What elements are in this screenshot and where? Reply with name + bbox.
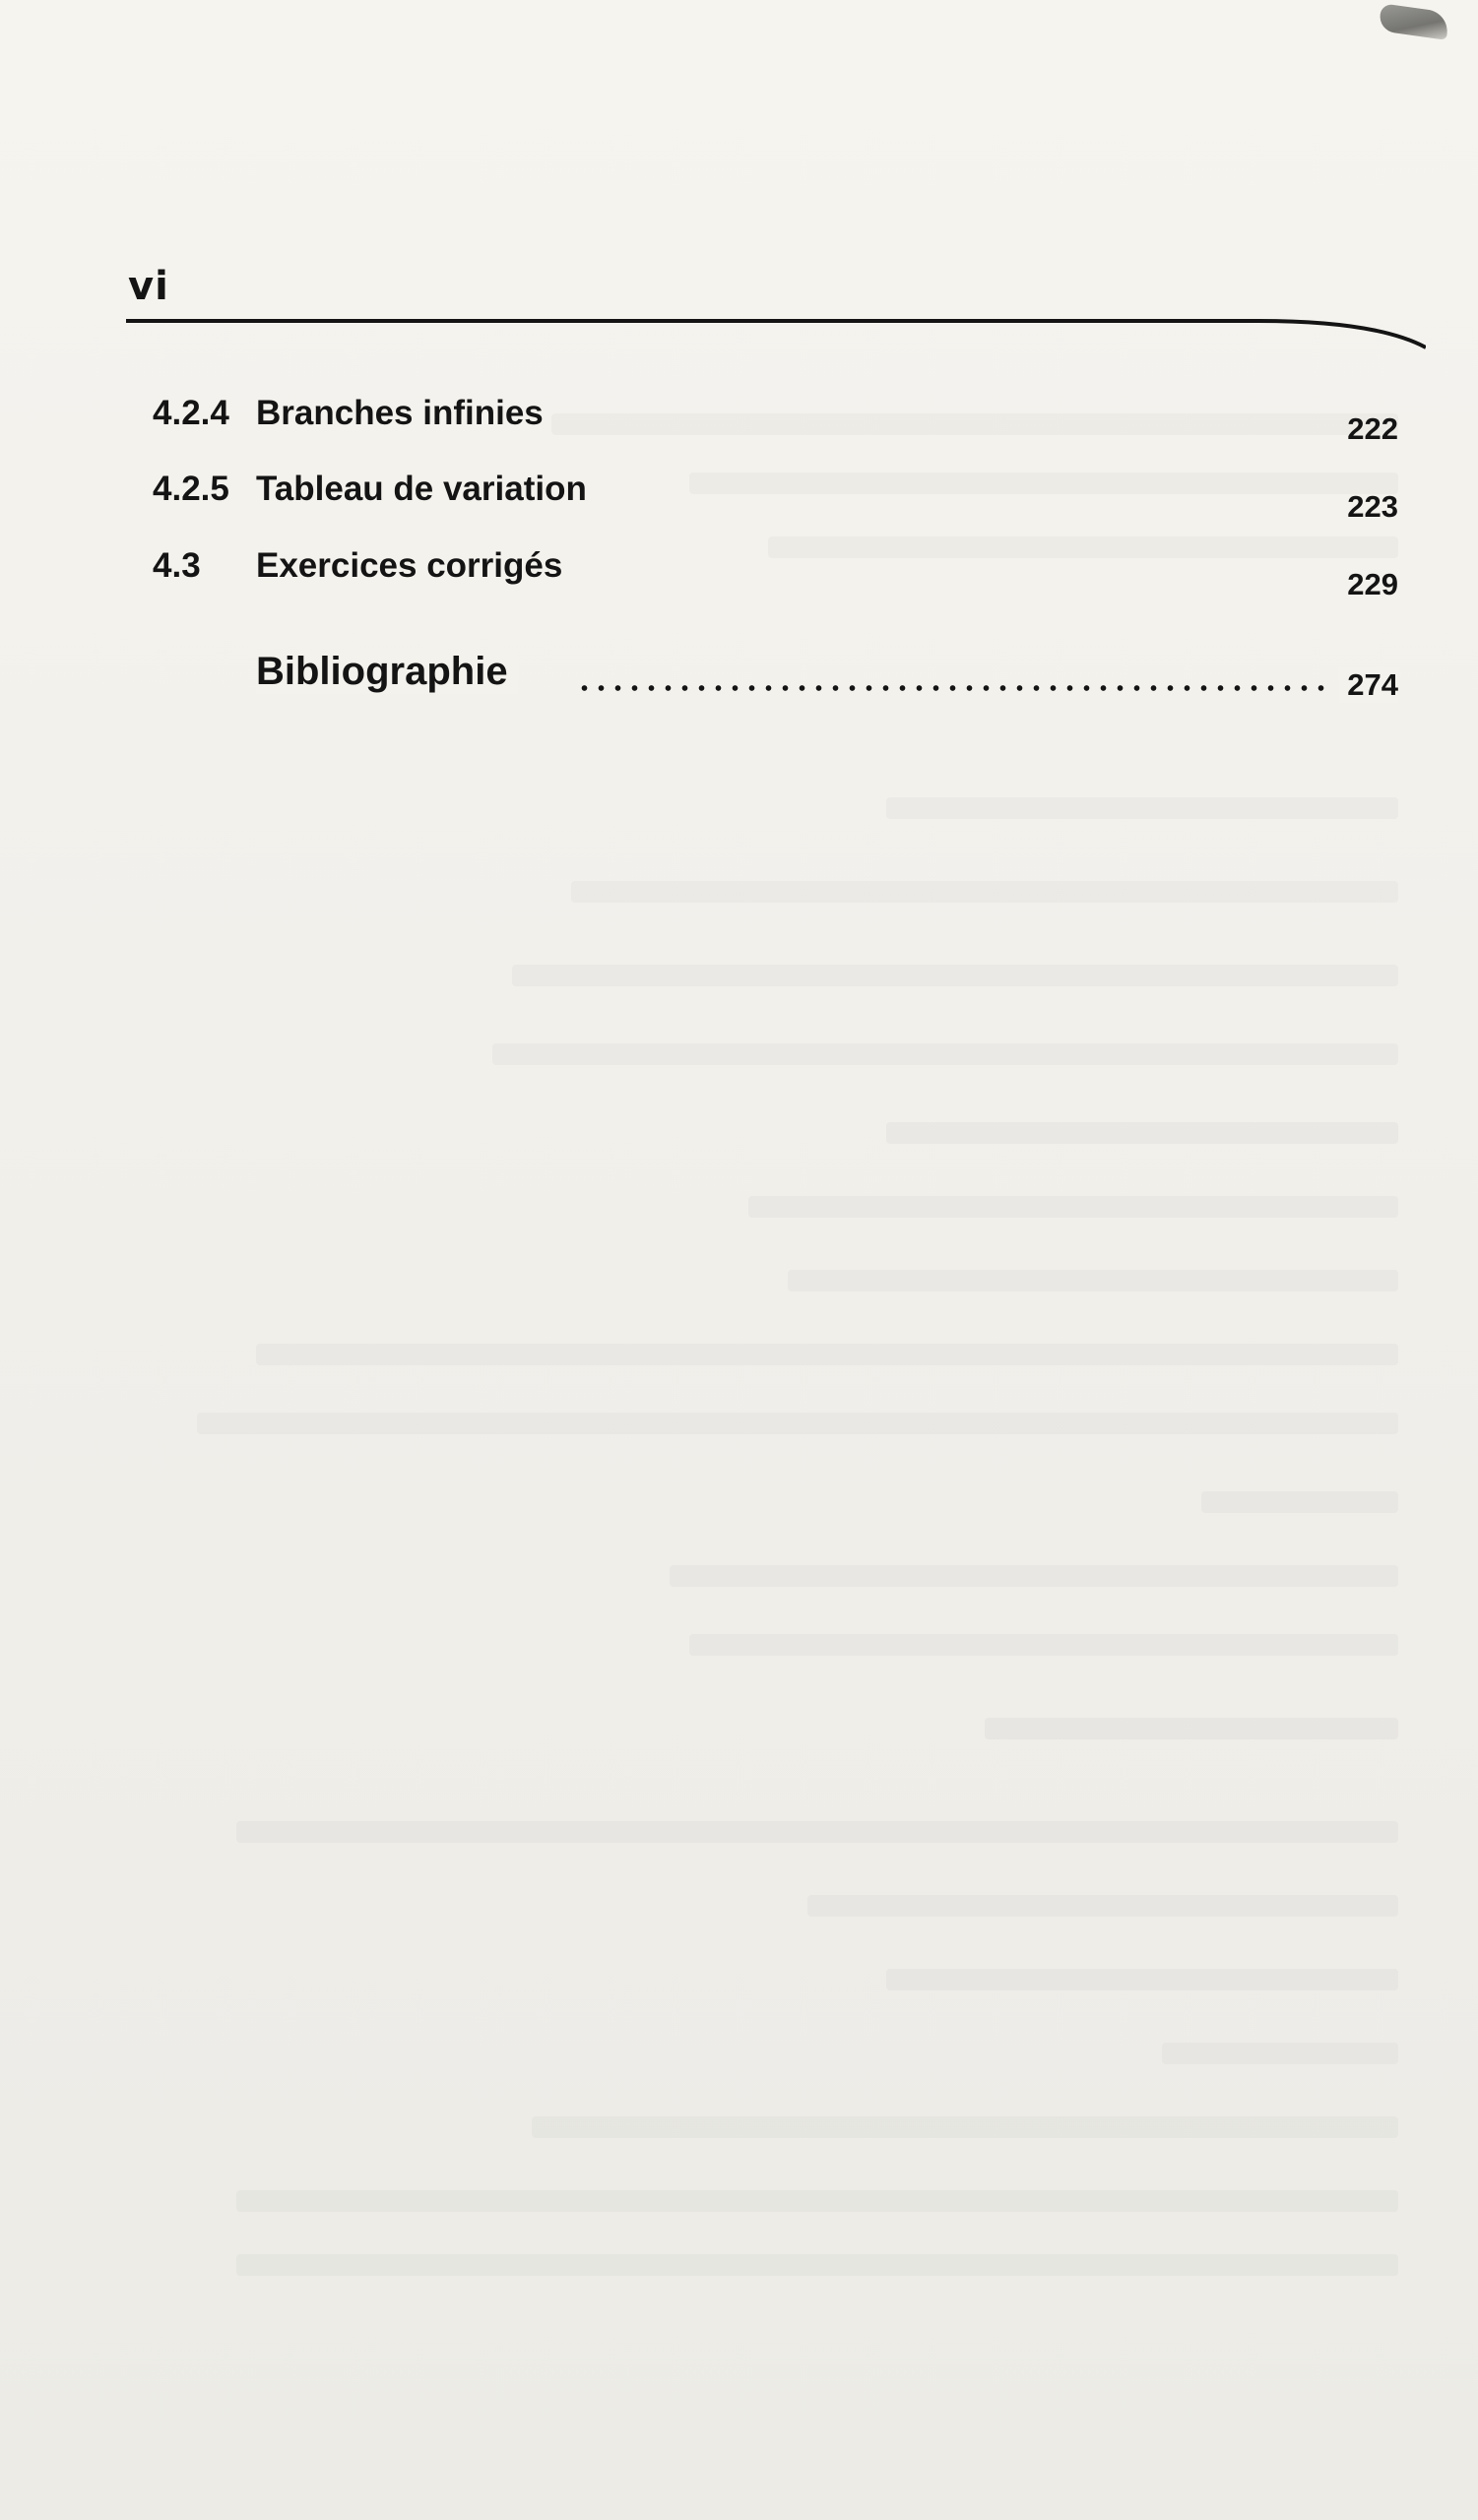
show-through-line <box>886 797 1398 819</box>
header-rule <box>126 313 1426 352</box>
show-through-line <box>197 1413 1398 1434</box>
toc-entry-title: Tableau de variation <box>256 470 587 508</box>
toc-entry-title: Branches infinies <box>256 394 544 432</box>
toc-entry-number: 4.2.4 <box>153 394 229 432</box>
show-through-line <box>1162 2043 1398 2064</box>
toc-entry-page: 223 <box>1347 489 1398 524</box>
show-through-line <box>689 1634 1398 1656</box>
show-through-line <box>571 881 1398 903</box>
show-through-line <box>512 965 1398 986</box>
toc-entry-page: 274 <box>1339 667 1398 703</box>
show-through-line <box>492 1043 1398 1065</box>
toc-entry-number: 4.2.5 <box>153 470 229 508</box>
toc-entry[interactable] <box>153 470 1398 529</box>
show-through-line <box>748 1196 1398 1218</box>
show-through-line <box>886 1122 1398 1144</box>
toc-entry[interactable] <box>153 546 1398 605</box>
show-through-line <box>1201 1491 1398 1513</box>
toc-entry-bibliography[interactable] <box>153 650 1398 709</box>
show-through-line <box>236 2254 1398 2276</box>
show-through-line <box>532 2116 1398 2138</box>
show-through-line <box>670 1565 1398 1587</box>
show-through-line <box>236 1821 1398 1843</box>
dot-leader <box>576 685 1327 691</box>
show-through-line <box>256 1344 1398 1365</box>
show-through-line <box>886 1969 1398 1990</box>
toc-entry-title: Exercices corrigés <box>256 546 563 585</box>
show-through-line <box>788 1270 1398 1292</box>
show-through-line <box>236 2190 1398 2212</box>
page-number: vi <box>128 264 169 309</box>
toc-entry-page: 222 <box>1347 411 1398 446</box>
page-corner-mark <box>1378 3 1449 39</box>
toc-entry[interactable] <box>153 394 1398 453</box>
toc-entry-number: 4.3 <box>153 546 201 585</box>
show-through-line <box>807 1895 1398 1917</box>
show-through-line <box>985 1718 1398 1739</box>
toc-entry-title: Bibliographie <box>256 650 518 694</box>
toc-entry-page: 229 <box>1347 567 1398 601</box>
